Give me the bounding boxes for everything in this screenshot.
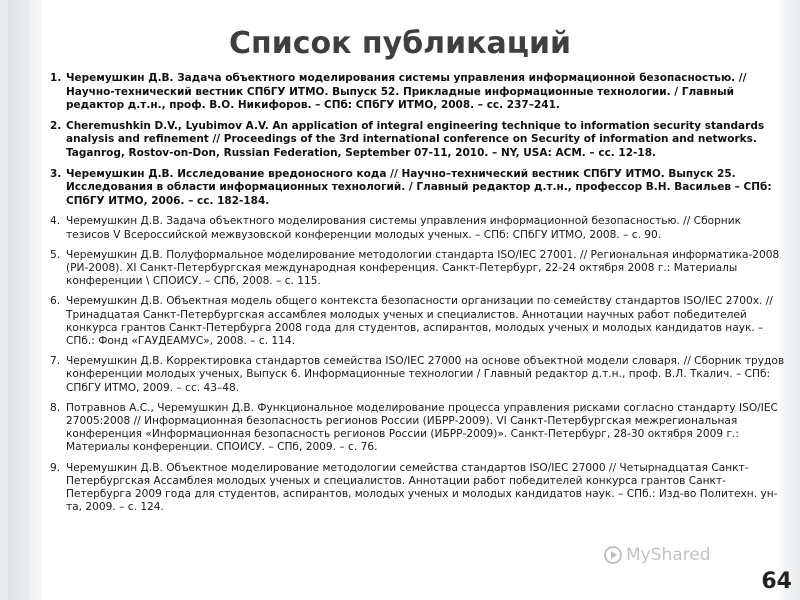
publication-text: Черемушкин Д.В. Объектное моделирование методологии семейства стандартов ISO/IEC 27000 // Четырнадцатая Санкт-Петербургская Ассамблея молодых ученых и специалистов. Аннотации работ победителей конкурса грантов Санкт-Петербурга 2009 года для студентов, аспирантов, молодых ученых и молодых кандидатов наук. – СПб.: Изд-во Политехн. ун-та, 2009. – с. 124. bbox=[66, 461, 778, 514]
publication-number: 1. bbox=[50, 72, 62, 84]
page-number: 64 bbox=[761, 569, 792, 594]
publication-text: Черемушкин Д.В. Корректировка стандартов семейства ISO/IEC 27000 на основе объектной модели словаря. // Сборник трудов конференции молодых ученых, Выпуск 6. Информационные технологии / Главный редактор д.т.н., проф. В.Л. Ткалич. – СПб: СПбГУ ИТМО, 2009. – сс. 43–48. bbox=[66, 355, 785, 394]
publication-text: Черемушкин Д.В. Объектная модель общего контекста безопасности организации по семейству стандартов ISO/IEC 2700x. // Тринадцатая Санкт-Петербургская ассамблея молодых ученых и специалистов. Аннотации научных работ победителей конкурса грантов Санкт-Петербурга 2008 года для студентов, аспирантов, молодых ученых и молодых кандидатов наук. – СПб.: Фонд «ГАУДЕАМУС», 2008. – с. 114. bbox=[66, 295, 773, 347]
publication-number: 7. bbox=[50, 355, 61, 368]
publication-number: 3. bbox=[50, 167, 62, 180]
publication-item bbox=[50, 215, 786, 241]
publication-item bbox=[50, 462, 786, 515]
publication-item bbox=[50, 72, 786, 113]
publication-number: 5. bbox=[50, 248, 61, 261]
publication-item bbox=[50, 402, 786, 455]
publication-item bbox=[50, 295, 786, 348]
publication-item bbox=[50, 168, 786, 209]
play-icon bbox=[604, 546, 622, 564]
left-decor-strip bbox=[8, 0, 30, 600]
publication-item bbox=[50, 120, 786, 161]
publication-number: 8. bbox=[50, 401, 61, 414]
watermark-text: MyShared bbox=[626, 545, 711, 565]
publication-item bbox=[50, 249, 786, 289]
watermark bbox=[604, 545, 711, 565]
publication-text: Черемушкин Д.В. Исследование вредоносного кода // Научно–технический вестник СПбГУ ИТМО. Выпуск 25. Исследования в области информационных технологий. / Главный редактор д.т.н., профессор В.Н. Васильев – СПб: СПбГУ ИТМО, 2006. – сс. 182-184. bbox=[66, 167, 772, 207]
publication-list bbox=[50, 72, 786, 521]
publication-text: Потравнов А.С., Черемушкин Д.В. Функциональное моделирование процесса управления рисками согласно стандарту ISO/IEC 27005:2008 // Информационная безопасность регионов России (ИБРР-2009). VI Санкт-Петербургская межрегиональная конференция «Информационная безопасность регионов России (ИБРР-2009)». Санкт-Петербург, 28-30 октября 2009 г.: Материалы конференции. СПОИСУ. – СПб, 2009. – с. 76. bbox=[66, 401, 778, 454]
publication-number: 2. bbox=[50, 119, 62, 132]
publication-text: Cheremushkin D.V., Lyubimov A.V. An application of integral engineering technique to information security standards analysis and refinement // Proceedings of the 3rd international conference on Security of information and networks. Taganrog, Rostov-on-Don, Russian Federation, September 07-11, 2010. – NY, USA: ACM. – cc. 12-18. bbox=[66, 119, 765, 159]
publication-text: Черемушкин Д.В. Задача объектного моделирования системы управления информационной безопасностью. // Сборник тезисов V Всероссийской межвузовской конференции молодых ученых. – СПб: СПбГУ ИТМО, 2008. – с. 90. bbox=[66, 215, 742, 241]
publication-text: Черемушкин Д.В. Задача объектного моделирования системы управления информационной безопасностью. // Научно-технический вестник СПбГУ ИТМО. Выпуск 52. Прикладные информационные технологии. / Главный редактор д.т.н., проф. В.О. Никифоров. – СПб: СПбГУ ИТМО, 2008. – сс. 237–241. bbox=[66, 72, 747, 112]
publication-item bbox=[50, 355, 786, 395]
slide-title: Список публикаций bbox=[228, 26, 572, 61]
publication-number: 9. bbox=[50, 461, 61, 474]
publication-number: 6. bbox=[50, 295, 61, 308]
publication-number: 4. bbox=[50, 215, 61, 228]
publication-text: Черемушкин Д.В. Полуформальное моделирование методологии стандарта ISO/IEC 27001. // Региональная информатика-2008 (РИ-2008). XI Санкт-Петербургская международная конференция. Санкт-Петербург, 22-24 октября 2008 г.: Материалы конференции \ СПОИСУ. – СПб, 2008. – с. 115. bbox=[66, 248, 780, 288]
